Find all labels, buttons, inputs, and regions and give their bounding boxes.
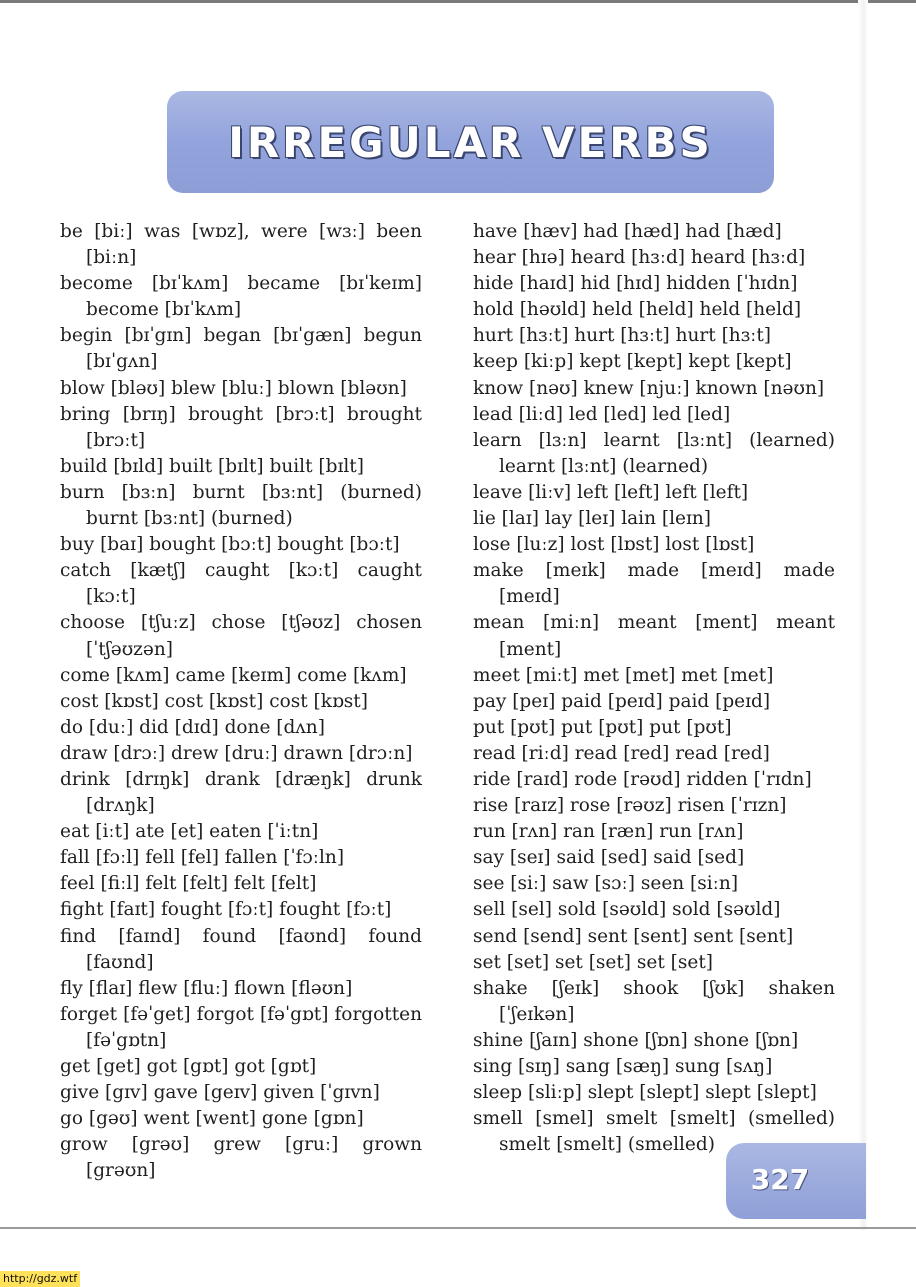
right-column <box>473 219 835 1158</box>
verb-entry: see [siː] saw [sɔː] seen [siːn] <box>473 873 739 895</box>
verb-entry: blow [bləʊ] blew [bluː] blown [bləʊn] <box>60 377 407 399</box>
page-title: IRREGULAR VERBS <box>228 117 713 167</box>
top-rule <box>0 0 916 3</box>
verb-entry: catch [kætʃ] caught [kɔːt] caught [kɔːt] <box>60 560 422 608</box>
verb-entry: do [duː] did [dɪd] done [dʌn] <box>60 716 325 738</box>
page-edge-shadow <box>858 0 868 1230</box>
verb-entry: drink [drɪŋk] drank [dræŋk] drunk [drʌŋk] <box>60 768 422 817</box>
verb-entry: hurt [hɜːt] hurt [hɜːt] hurt [hɜːt] <box>473 325 772 347</box>
verb-entry: rise [raɪz] rose [rəʊz] risen [ˈrɪzn] <box>473 795 787 817</box>
verb-entry: buy [baɪ] bought [bɔːt] bought [bɔːt] <box>60 534 400 556</box>
verb-entry: feel [fiːl] felt [felt] felt [felt] <box>60 873 317 895</box>
verb-entry: fall [fɔːl] fell [fel] fallen [ˈfɔːln] <box>60 847 345 869</box>
verb-entry: shine [ʃaɪn] shone [ʃɒn] shone [ʃɒn] <box>473 1029 799 1051</box>
verb-entry: give [gɪv] gave [geɪv] given [ˈgɪvn] <box>60 1082 380 1104</box>
verb-entry: send [send] sent [sent] sent [sent] <box>473 925 794 947</box>
verb-entry: lead [liːd] led [led] led [led] <box>473 403 731 425</box>
verb-entry: know [nəʊ] knew [njuː] known [nəʊn] <box>473 377 825 399</box>
verb-entry: sing [sɪŋ] sang [sæŋ] sung [sʌŋ] <box>473 1056 773 1077</box>
verb-entry: leave [liːv] left [left] left [left] <box>473 481 749 503</box>
verb-entry: cost [kɒst] cost [kɒst] cost [kɒst] <box>60 690 368 712</box>
verb-entry: eat [iːt] ate [et] eaten [ˈiːtn] <box>60 821 319 843</box>
verb-entry: sleep [sliːp] slept [slept] slept [slept] <box>473 1082 817 1104</box>
verb-entry: have [hæv] had [hæd] had [hæd] <box>473 221 782 242</box>
verb-entry: pay [peɪ] paid [peɪd] paid [peɪd] <box>473 690 771 712</box>
verb-entry: become [bɪˈkʌm] became [bɪˈkeɪm] become [bɪˈkʌm] <box>60 273 422 321</box>
verb-entry: set [set] set [set] set [set] <box>473 951 713 973</box>
verb-entry: fly [flaɪ] flew [fluː] flown [fləʊn] <box>60 977 353 999</box>
verb-entry: smell [smel] smelt [smelt] (smelled) smelt [smelt] (smelled) <box>473 1108 835 1156</box>
verb-entry: go [gəʊ] went [went] gone [gɒn] <box>60 1108 364 1130</box>
verb-entry: meet [miːt] met [met] met [met] <box>473 664 774 686</box>
verb-entry: hear [hɪə] heard [hɜːd] heard [hɜːd] <box>473 247 806 269</box>
verb-entry: read [riːd] read [red] read [red] <box>473 742 770 764</box>
verb-entry: make [meɪk] made [meɪd] made [meɪd] <box>473 560 835 608</box>
verb-entry: fight [faɪt] fought [fɔːt] fought [fɔːt] <box>60 899 392 921</box>
verb-entry: choose [tʃuːz] chose [tʃəʊz] chosen [ˈtʃəʊzən] <box>60 612 422 660</box>
verb-entry: bring [brɪŋ] brought [brɔːt] brought [brɔːt] <box>60 403 422 451</box>
verb-entry: mean [miːn] meant [ment] meant [ment] <box>473 612 835 660</box>
verb-entry: burn [bɜːn] burnt [bɜːnt] (burned) burnt [bɜːnt] (burned) <box>60 481 422 530</box>
bottom-rule <box>0 1227 916 1229</box>
verb-entry: find [faɪnd] found [faʊnd] found [faʊnd] <box>60 925 422 973</box>
verb-entry: sell [sel] sold [səʊld] sold [səʊld] <box>473 899 781 921</box>
verb-entry: hold [həʊld] held [held] held [held] <box>473 299 802 321</box>
source-url-label: http://gdz.wtf <box>0 1271 80 1287</box>
verb-entry: be [biː] was [wɒz], were [wɜː] been [biːn] <box>60 221 422 269</box>
verb-entry: shake [ʃeɪk] shook [ʃʊk] shaken [ˈʃeɪkən] <box>473 977 835 1025</box>
page-number: 327 <box>750 1163 810 1196</box>
verb-entry: say [seɪ] said [sed] said [sed] <box>473 847 745 869</box>
verb-entry: come [kʌm] came [keɪm] come [kʌm] <box>60 664 407 686</box>
verb-entry: begin [bɪˈgɪn] began [bɪˈgæn] begun [bɪˈgʌn] <box>60 325 422 373</box>
verb-entry: ride [raɪd] rode [rəʊd] ridden [ˈrɪdn] <box>473 768 812 790</box>
verb-entry: get [get] got [gɒt] got [gɒt] <box>60 1056 317 1077</box>
verb-entry: build [bɪld] built [bɪlt] built [bɪlt] <box>60 455 364 477</box>
page-number-tab <box>726 1143 866 1219</box>
verb-entry: keep [kiːp] kept [kept] kept [kept] <box>473 351 792 373</box>
verb-entry: grow [grəʊ] grew [gruː] grown [grəʊn] <box>60 1134 422 1182</box>
verb-entry: draw [drɔː] drew [druː] drawn [drɔːn] <box>60 742 413 764</box>
left-column <box>60 219 422 1184</box>
verb-entry: run [rʌn] ran [ræn] run [rʌn] <box>473 821 744 843</box>
verb-entry: lie [laɪ] lay [leɪ] lain [leɪn] <box>473 508 712 530</box>
verb-entry: forget [fəˈget] forgot [fəˈgɒt] forgotten [fəˈgɒtn] <box>60 1003 422 1051</box>
verb-entry: hide [haɪd] hid [hɪd] hidden [ˈhɪdn] <box>473 273 798 295</box>
verb-entry: put [pʊt] put [pʊt] put [pʊt] <box>473 716 732 738</box>
title-banner <box>167 91 774 193</box>
verb-entry: learn [lɜːn] learnt [lɜːnt] (learned) learnt [lɜːnt] (learned) <box>473 429 835 477</box>
verb-entry: lose [luːz] lost [lɒst] lost [lɒst] <box>473 534 755 556</box>
